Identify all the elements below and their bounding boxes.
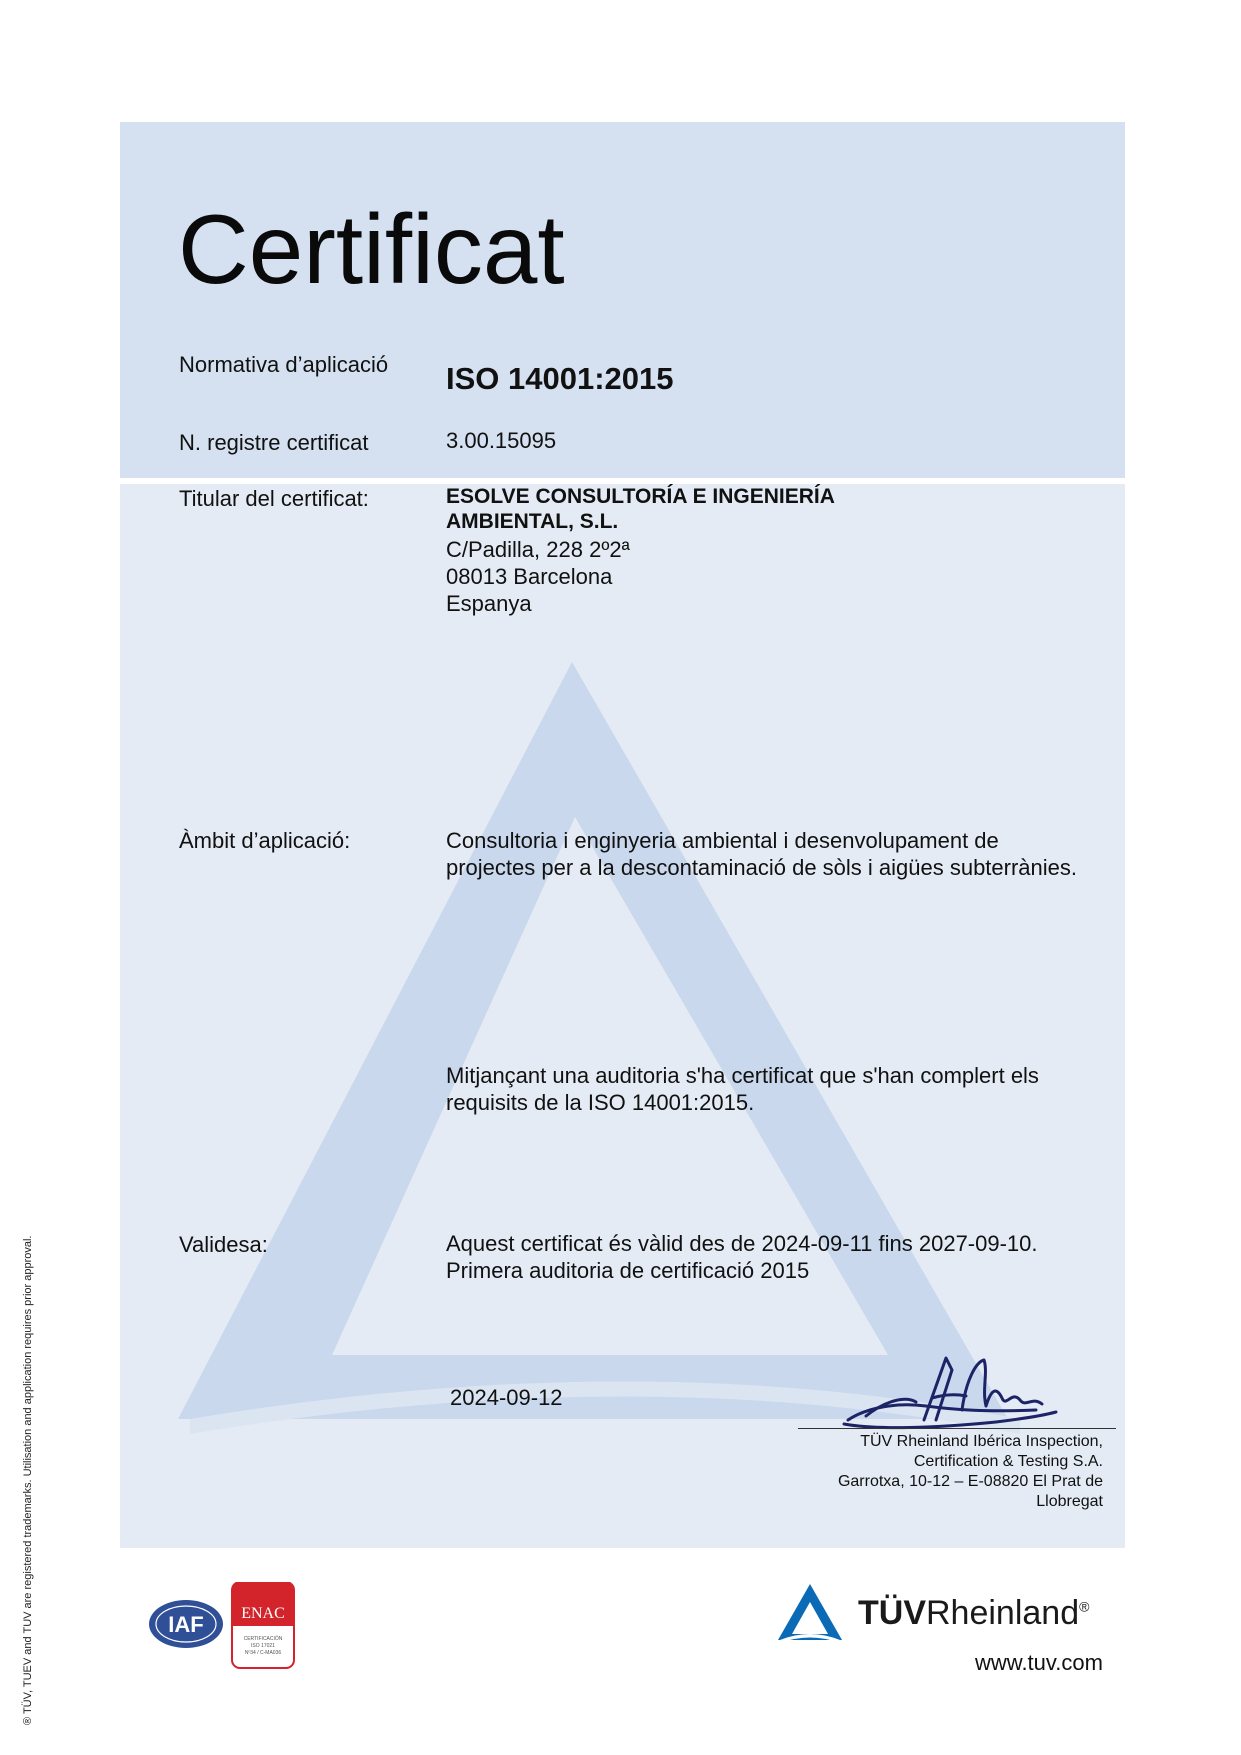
issuer-line: Certification & Testing S.A. [913,1453,1103,1470]
issuer-line: Garrotxa, 10-12 – E-08820 El Prat de [837,1473,1103,1490]
enac-sub-line: Nº34 / C-MA036 [244,1650,282,1656]
trademark-note: ® TÜV, TUEV and TUV are registered trademarks. Utilisation and application requires prior approval. [22,1235,34,1725]
holder-name-line: ESOLVE CONSULTORÍA E INGENIERÍA [446,485,835,508]
address-line: 08013 Barcelona [446,564,613,589]
certificate-title: Certificat [178,194,565,304]
address-line: Espanya [446,591,532,616]
audit-statement [446,1062,1039,1116]
tuv-triangle-icon [776,1582,844,1644]
enac-sub-line: CERTIFICACIÓN [243,1636,283,1642]
holder-name [446,484,835,534]
signature-line [798,1428,1116,1429]
enac-logo [232,1582,294,1668]
scope-line: Consultoria i enginyeria ambiental i desenvolupament de [446,828,999,853]
validity-label: Validesa: [179,1232,268,1257]
tuv-brand-rest: Rheinland [926,1594,1080,1632]
audit-line: Mitjançant una auditoria s'ha certificat que s'han complert els [446,1063,1039,1088]
validity-line: Primera auditoria de certificació 2015 [446,1258,810,1283]
issuer-address [838,1432,1103,1512]
scope-text [446,827,1077,881]
audit-line: requisits de la ISO 14001:2015. [446,1090,755,1115]
holder-name-line: AMBIENTAL, S.L. [446,510,619,533]
enac-sub-line: ISO 17021 [251,1643,275,1649]
iaf-logo [149,1600,223,1648]
iaf-logo-text: IAF [168,1612,204,1637]
address-line: C/Padilla, 228 2º2ª [446,537,630,562]
standard-value: ISO 14001:2015 [446,361,674,396]
issue-date: 2024-09-12 [450,1385,563,1410]
registration-value: 3.00.15095 [446,428,557,453]
website-url: www.tuv.com [975,1650,1103,1675]
registration-label: N. registre certificat [179,430,369,455]
tuv-brand-bold: TÜV [858,1594,926,1632]
validity-text [446,1230,1038,1284]
signature-image [836,1350,1066,1440]
scope-label: Àmbit d’aplicació: [179,828,351,853]
enac-logo-text: ENAC [241,1605,285,1622]
certificate-sheet [120,122,1125,1548]
holder-label: Titular del certificat: [179,486,369,511]
tuv-rheinland-logo [858,1594,1089,1633]
issuer-line: TÜV Rheinland Ibérica Inspection, [860,1433,1103,1450]
scope-line: projectes per a la descontaminació de sòls i aigües subterrànies. [446,855,1078,880]
accreditation-logos [148,1582,298,1672]
holder-address [446,536,630,617]
issuer-line: Llobregat [1036,1493,1103,1510]
standard-label: Normativa d’aplicació [179,352,389,377]
registered-mark: ® [1079,1598,1090,1615]
validity-line: Aquest certificat és vàlid des de 2024-09-11 fins 2027-09-10. [446,1231,1038,1256]
